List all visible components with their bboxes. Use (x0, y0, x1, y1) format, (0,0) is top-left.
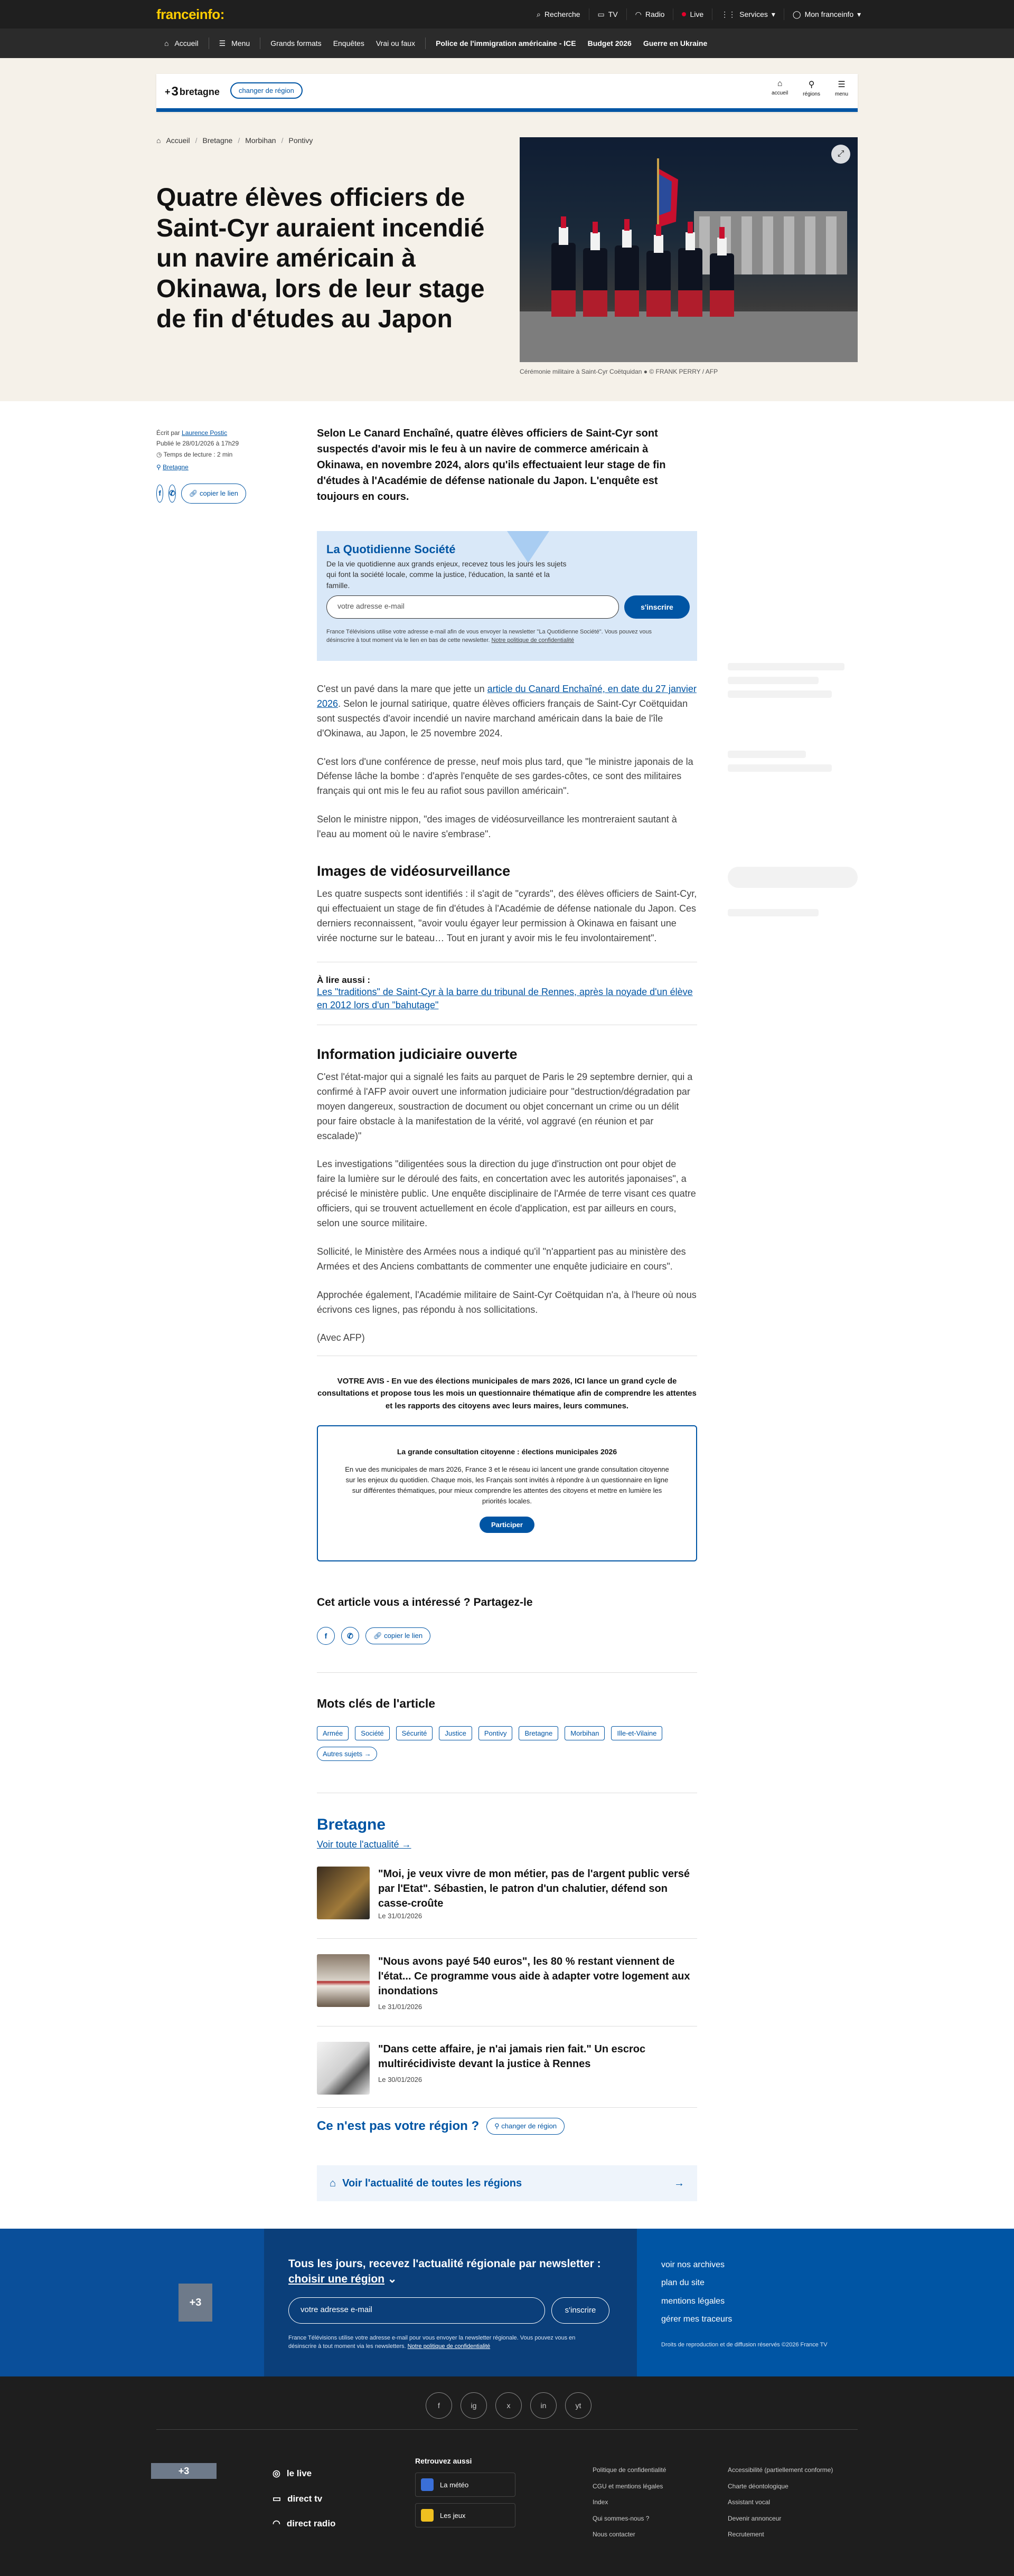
regions-button[interactable]: ⚲ régions (803, 80, 820, 97)
footer (0, 2376, 1014, 2576)
thumbnail (317, 1867, 370, 1919)
footer-link[interactable]: Index (593, 2498, 608, 2506)
keyword-tag[interactable]: Sécurité (396, 1726, 433, 1740)
france3-logo[interactable]: +3 (151, 2463, 217, 2479)
linkedin-icon[interactable]: in (530, 2392, 557, 2419)
keyword-tag[interactable]: Ille-et-Vilaine (611, 1726, 662, 1740)
social-links (426, 2392, 592, 2419)
location-link[interactable]: Bretagne (163, 463, 189, 471)
footer-link[interactable]: Accessibilité (partiellement conforme) (728, 2466, 833, 2474)
menu-icon: ☰ (838, 80, 846, 89)
keywords-title: Mots clés de l'article (317, 1697, 436, 1710)
privacy-link[interactable]: Notre politique de confidentialité (491, 637, 574, 643)
copy-link-button[interactable]: 🔗︎ copier le lien (365, 1627, 430, 1644)
weather-app-link[interactable]: La météo (415, 2473, 515, 2497)
games-icon (421, 2509, 434, 2522)
direct-tv-link[interactable]: ▭ direct tv (273, 2486, 335, 2512)
footer-col (728, 2462, 833, 2543)
x-icon[interactable]: x (495, 2392, 522, 2419)
footer-link[interactable]: Recrutement (728, 2531, 764, 2539)
subnav-hot-link[interactable]: Police de l'immigration américaine - ICE (436, 39, 576, 48)
share-row (317, 1627, 430, 1645)
footer-link[interactable]: Qui sommes-nous ? (593, 2514, 650, 2522)
map-pin-icon: ⚲ (808, 80, 815, 89)
nav-tv[interactable]: ▭ TV (589, 8, 626, 20)
nav-radio[interactable]: ◠ Radio (626, 8, 673, 20)
choose-region-dropdown[interactable]: choisir une région ⌄ (288, 2273, 397, 2286)
sidebar-placeholder (728, 663, 858, 923)
tv-icon: ▭ (597, 10, 605, 18)
subnav-link[interactable]: Enquêtes (333, 39, 364, 48)
newsletter-email-input[interactable]: votre adresse e-mail (326, 595, 619, 619)
weather-icon (421, 2478, 434, 2491)
subnav-hot-link[interactable]: Guerre en Ukraine (643, 39, 708, 48)
live-dot-icon (682, 12, 686, 16)
subnav-link[interactable]: Grands formats (270, 39, 322, 48)
keyword-tag[interactable]: Bretagne (519, 1726, 558, 1740)
keywords-list (317, 1726, 697, 1761)
share-title: Cet article vous a intéressé ? Partagez-le (317, 1596, 533, 1608)
footer-link[interactable]: voir nos archives (661, 2260, 725, 2269)
menu-icon[interactable]: ☰ (219, 39, 226, 48)
footer-link[interactable]: plan du site (661, 2278, 705, 2288)
breadcrumb-link[interactable]: Pontivy (288, 136, 313, 145)
nav-account[interactable]: ◯ Mon franceinfo ▾ (784, 8, 869, 20)
nav-services[interactable]: ⋮⋮ Services ▾ (712, 8, 784, 20)
list-item[interactable]: "Nous avons payé 540 euros", les 80 % restant viennent de l'état... Ce programme vous aide à adapter votre logement aux inondations Le 31/01/2026 (317, 1954, 697, 2013)
see-all-news-link[interactable]: Voir toute l'actualité → (317, 1839, 411, 1850)
breadcrumb-link[interactable]: Morbihan (245, 136, 276, 145)
games-app-link[interactable]: Les jeux (415, 2503, 515, 2527)
thumbnail (317, 1954, 370, 2007)
region-menu-button[interactable]: ☰ menu (834, 80, 848, 97)
thumbnail (317, 2042, 370, 2095)
region-title: Bretagne (317, 1816, 386, 1833)
france3-logo: +3 (179, 2284, 212, 2322)
facebook-share-icon[interactable]: f (317, 1627, 335, 1645)
nav-search[interactable]: ⌕ Recherche (537, 10, 580, 18)
home-icon[interactable]: ⌂ (164, 39, 169, 48)
subnav-hot-link[interactable]: Budget 2026 (587, 39, 632, 48)
user-icon: ◯ (792, 10, 801, 18)
top-bar (0, 0, 1014, 29)
chevron-down-icon: ▾ (857, 10, 861, 18)
all-regions-link[interactable]: ⌂ Voir l'actualité de toutes les régions → (317, 2165, 697, 2201)
newsletter-desc: De la vie quotidienne aux grands enjeux, recevez tous les jours les sujets qui font la société locale, comme la justice, l'éducation, la santé et la famille. (326, 560, 567, 590)
footer-link[interactable]: Charte déontologique (728, 2482, 788, 2490)
france3-bretagne-logo[interactable]: + 3 bretagne (165, 84, 220, 99)
keyword-tag[interactable]: Justice (439, 1726, 472, 1740)
read-also: À lire aussi : Les "traditions" de Saint-Cyr à la barre du tribunal de Rennes, après la noyade d'un élève en 2012 lors d'un "bahutage" (317, 962, 697, 1025)
footer-email-input[interactable]: votre adresse e-mail (288, 2297, 545, 2324)
article-meta: Écrit par Laurence Postic Publié le 28/01/2026 à 17h29 ◷ Temps de lecture : 2 min ⚲ Bretagne f ✆ 🔗︎ copier le lien (156, 428, 246, 504)
section-heading: Images de vidéosurveillance (317, 863, 511, 879)
region-home-button[interactable]: ⌂ accueil (772, 79, 788, 96)
newsletter-subscribe-button[interactable]: s'inscrire (624, 595, 690, 619)
grid-icon: ⋮⋮ (721, 10, 736, 18)
direct-radio-link[interactable]: ◠ direct radio (273, 2511, 335, 2536)
section-heading: Information judiciaire ouverte (317, 1046, 518, 1062)
map-pin-icon: ⚲ (156, 463, 161, 471)
not-your-region: Ce n'est pas votre région ? ⚲ changer de région (317, 2118, 565, 2135)
footer-links (661, 2256, 732, 2329)
breadcrumb: ⌂ Accueil / Bretagne / Morbihan / Pontivy (156, 136, 313, 145)
subnav-home[interactable]: Accueil (174, 39, 199, 48)
whatsapp-share-icon[interactable]: ✆ (168, 485, 176, 503)
footer-link[interactable]: gérer mes traceurs (661, 2315, 733, 2324)
footer-newsletter: +3 Tous les jours, recevez l'actualité régionale par newsletter : choisir une région ⌄ votre adresse e-mail s'inscrire France Télévisions utilise votre adresse e-mail pour vous envoyer la newsletter régionale. Vous pouvez vous en désinscrire à tout moment via les newsletters. Notre politique de confidentialité voir nos archives plan du site mentions légales gérer mes traceurs Droits de reproduction et de diffusion réservés ©2026 France TV (0, 2229, 1014, 2376)
footer-link[interactable]: Politique de confidentialité (593, 2466, 666, 2474)
clock-icon: ◷ (156, 450, 162, 458)
apps: Retrouvez aussi La météo Les jeux (415, 2457, 515, 2534)
breadcrumb-link[interactable]: Accueil (166, 136, 190, 145)
footer-subscribe-button[interactable]: s'inscrire (551, 2297, 609, 2324)
play-icon: ◎ (273, 2468, 280, 2478)
article-body: C'est un pavé dans la mare que jette un article du Canard Enchaîné, en date du 27 janvier 2026. Selon le journal satirique, quatre élèves officiers français de Saint-Cyr Coëtquidan sont suspectés d'avoir incendié un navire marchand américain dans la baie de l'île d'Okinawa, au Japon, le 25 novembre 2024. C'est lors d'une conférence de presse, neuf mois plus tard, que "le ministre japonais de la Défense lâche la bombe : d'après l'enquête de ses gardes-côtes, ce sont des militaires français qui ont mis le feu au rafiot sous pavillon américain". Selon le ministre nippon, "des images de vidéosurveillance les montreraient sautant à l'eau au moment où le navire s'embrase". Images de vidéosurveillance Les quatre suspects sont identifiés : il s'agit de "cyrards", des élèves officiers de Saint-Cyr, qui effectuaient un stage de fin d'études à l'Académie de défense nationale du Japon. Ces derniers reconnaissent, "avoir voulu égayer leur permission à Okinawa en faisant une virée nocturne sur le bateau… Tout en jurant y avoir mis le feu involontairement". À lire aussi : Les "traditions" de Saint-Cyr à la barre du tribunal de Rennes, après la noyade d'un élève en 2012 lors d'un "bahutage" Information judiciaire ouverte C'est l'état-major qui a signalé les faits au parquet de Paris le 29 septembre dernier, qui a confirmé à l'AFP avoir ouvert une information judiciaire pour "destruction/dégradation par moyen dangereux, soustraction de document ou objet concernant un crime ou un délit pour faire obstacle à la manifestation de la vérité, vol aggravé (en réunion et par escalade)" Les investigations "diligentées sous la direction du juge d'instruction ont pour objet de faire la lumière sur le déroulé des faits, en concertation avec les autorités japonaises", a précisé le ministère public. Une enquête disciplinaire de l'Armée de terre visant ces quatre officiers, qui se trouvent actuellement en école d'application, est par ailleurs en cours, selon une source militaire. Sollicité, le Ministère des Armées nous a indiqué qu'il "n'appartient pas au ministère des Armées et des Anciens combattants de commenter une enquête judiciaire en cours". Approchée également, l'Académie militaire de Saint-Cyr Coëtquidan n'a, à l'heure où nous écrivons ces lignes, pas répondu à nos sollicitations. (Avec AFP) (317, 684, 697, 1343)
opinion-notice: VOTRE AVIS - En vue des élections municipales de mars 2026, ICI lance un grand cycle de consultations et propose tous les mois un questionnaire thématique afin de comprendre les attentes et les rapports des citoyens avec leurs maires, leurs communes. (317, 1356, 697, 1412)
franceinfo-logo[interactable]: franceinfo: (156, 6, 224, 22)
image-caption: Cérémonie militaire à Saint-Cyr Coëtquidan ● © FRANK PERRY / AFP (520, 368, 718, 375)
facebook-share-icon[interactable]: f (156, 485, 163, 503)
arrow-right-icon: → (364, 1750, 371, 1758)
hero-photo (520, 137, 858, 362)
whatsapp-share-icon[interactable]: ✆ (341, 1627, 359, 1645)
instagram-icon[interactable]: ig (461, 2392, 487, 2419)
map-pin-icon: ⚲ (494, 2122, 500, 2130)
newsletter-title: La Quotidienne Société (326, 543, 456, 556)
subnav-menu[interactable]: Menu (231, 39, 250, 48)
privacy-link[interactable]: Notre politique de confidentialité (407, 2343, 491, 2350)
home-icon: ⌂ (777, 79, 783, 88)
chevron-down-icon: ⌄ (387, 2273, 397, 2286)
tv-icon: ▭ (273, 2493, 281, 2504)
author-link[interactable]: Laurence Postic (182, 429, 228, 437)
keyword-tag[interactable]: Armée (317, 1726, 349, 1740)
breadcrumb-link[interactable]: Bretagne (202, 136, 233, 145)
region-bar (156, 74, 858, 112)
arrow-right-icon: → (674, 2177, 684, 2189)
home-icon: ⌂ (156, 136, 161, 145)
article-lead: Selon Le Canard Enchaîné, quatre élèves officiers de Saint-Cyr sont suspectés d'avoir mis le feu à un navire de commerce américain à Okinawa, en novembre 2024, alors qu'ils effectuaient leur stage de fin d'études à l'Académie de défense nationale du Japon. L'enquête est toujours en cours. (317, 428, 666, 503)
expand-icon[interactable]: ⤢ (831, 145, 850, 164)
footer-link[interactable]: CGU et mentions légales (593, 2482, 663, 2490)
search-icon: ⌕ (537, 10, 541, 18)
link-icon: 🔗︎ (189, 489, 198, 497)
sub-nav (0, 29, 1014, 58)
top-nav (528, 0, 869, 29)
live-links (273, 2461, 335, 2536)
change-region-button[interactable]: ⚲ changer de région (486, 2118, 565, 2135)
consultation-box: La grande consultation citoyenne : élections municipales 2026 En vue des municipales de mars 2026, France 3 et le réseau ici lancent une grande consultation citoyenne sur les enjeux du quotidien. Chaque mois, les Français sont invités à répondre à un questionnaire en ligne sur différentes thématiques, pour mieux comprendre les attentes des citoyens et mettre en lumière les priorités locales. Participer (317, 1425, 697, 1561)
live-link[interactable]: ◎ le live (273, 2461, 335, 2486)
radio-icon: ◠ (273, 2518, 280, 2529)
keyword-tag[interactable]: Société (355, 1726, 389, 1740)
footer-link[interactable]: mentions légales (661, 2296, 725, 2306)
keyword-tag[interactable]: Pontivy (478, 1726, 513, 1740)
footer-link[interactable]: Nous contacter (593, 2531, 635, 2539)
subnav-link[interactable]: Vrai ou faux (375, 39, 416, 48)
link-icon: 🔗︎ (373, 1632, 382, 1640)
hero-image[interactable] (520, 137, 858, 362)
copy-link-button[interactable]: 🔗︎ copier le lien (181, 484, 246, 504)
participate-button[interactable]: Participer (480, 1517, 534, 1533)
facebook-icon[interactable]: f (426, 2392, 452, 2419)
footer-link[interactable]: Devenir annonceur (728, 2514, 782, 2522)
chevron-down-icon: ▾ (771, 10, 775, 18)
keyword-tag[interactable]: Morbihan (565, 1726, 605, 1740)
canard-article-link[interactable]: article du Canard Enchaîné, en date du 27 janvier 2026 (317, 684, 697, 709)
newsletter-box: La Quotidienne Société De la vie quotidienne aux grands enjeux, recevez tous les jours les sujets qui font la société locale, comme la justice, l'éducation, la santé et la famille. votre adresse e-mail s'inscrire France Télévisions utilise votre adresse e-mail afin de vous envoyer la newsletter "La Quotidienne Société". Vous pouvez vous désinscrire à tout moment via le lien en bas de cette newsletter. Notre politique de confidentialité (317, 531, 697, 661)
youtube-icon[interactable]: yt (565, 2392, 592, 2419)
footer-link[interactable]: Assistant vocal (728, 2498, 771, 2506)
published-date: Publié le 28/01/2026 à 17h29 (156, 440, 239, 448)
change-region-button[interactable]: changer de région (230, 82, 303, 99)
page-title: Quatre élèves officiers de Saint-Cyr auraient incendié un navire américain à Okinawa, lors de leur stage de fin d'études au Japon (156, 184, 485, 334)
read-also-link[interactable]: Les "traditions" de Saint-Cyr à la barre du tribunal de Rennes, après la noyade d'un élève en 2012 lors d'un "bahutage" (317, 986, 693, 1010)
nav-live[interactable]: Live (673, 8, 712, 20)
list-item[interactable]: "Moi, je veux vivre de mon métier, pas de l'argent public versé par l'Etat". Sébastien, le patron d'un chalutier, défend son casse-croûte Le 31/01/2026 (317, 1867, 697, 1926)
home-icon: ⌂ (330, 2177, 336, 2189)
other-subjects-button[interactable]: Autres sujets → (317, 1747, 377, 1761)
footer-col (593, 2462, 666, 2543)
radio-icon: ◠ (635, 10, 642, 18)
list-item[interactable]: "Dans cette affaire, je n'ai jamais rien fait." Un escroc multirécidiviste devant la justice à Rennes Le 30/01/2026 (317, 2042, 697, 2101)
